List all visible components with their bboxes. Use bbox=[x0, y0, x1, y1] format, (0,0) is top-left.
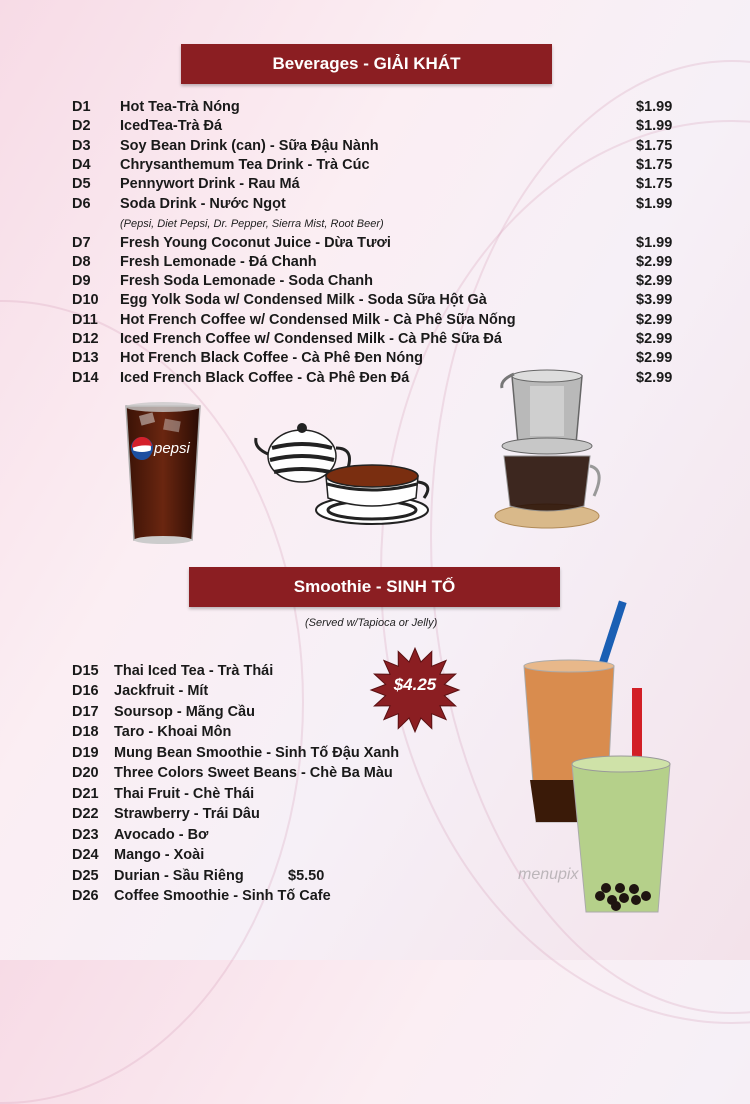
item-code: D19 bbox=[72, 745, 99, 761]
beverages-title: Beverages - GIẢI KHÁT bbox=[272, 54, 461, 73]
item-name: IcedTea-Trà Đá bbox=[120, 118, 223, 134]
item-name: Iced French Coffee w/ Condensed Milk - Cà Phê Sữa Đá bbox=[120, 331, 502, 347]
item-name: Soda Drink - Nước Ngọt bbox=[120, 196, 286, 212]
item-code: D17 bbox=[72, 704, 99, 720]
item-name: Thai Fruit - Chè Thái bbox=[114, 786, 255, 802]
item-name: Soursop - Mãng Cầu bbox=[114, 704, 255, 720]
item-price: $1.99 bbox=[636, 118, 673, 134]
item-price: $2.99 bbox=[636, 254, 673, 270]
item-name: Coffee Smoothie - Sinh Tố Cafe bbox=[114, 888, 331, 904]
item-code: D8 bbox=[72, 254, 91, 270]
item-name: Avocado - Bơ bbox=[114, 827, 209, 843]
smoothie-banner bbox=[189, 567, 560, 607]
item-price: $1.75 bbox=[636, 157, 673, 173]
item-code: D18 bbox=[72, 724, 99, 740]
pepsi-logo-text: pepsi bbox=[154, 440, 190, 457]
smoothie-title: Smoothie - SINH TỐ bbox=[293, 577, 456, 596]
item-code: D6 bbox=[72, 196, 91, 212]
item-name: Hot French Black Coffee - Cà Phê Đen Nóng bbox=[120, 350, 423, 366]
item-code: D22 bbox=[72, 806, 99, 822]
item-code: D11 bbox=[72, 312, 98, 328]
item-price: $2.99 bbox=[636, 370, 673, 386]
item-price: $1.75 bbox=[636, 138, 673, 154]
item-name: Thai Iced Tea - Trà Thái bbox=[114, 663, 274, 679]
item-name: Pennywort Drink - Rau Má bbox=[120, 176, 300, 192]
item-price: $1.99 bbox=[636, 99, 673, 115]
item-code: D16 bbox=[72, 683, 99, 699]
item-code: D24 bbox=[72, 847, 99, 863]
item-name: Fresh Soda Lemonade - Soda Chanh bbox=[120, 273, 373, 289]
item-name: Hot Tea-Trà Nóng bbox=[120, 99, 240, 115]
item-price: $2.99 bbox=[636, 350, 673, 366]
item-price: $2.99 bbox=[636, 331, 673, 347]
item-price: $3.99 bbox=[636, 292, 673, 308]
item-code: D4 bbox=[72, 157, 91, 173]
item-name: Chrysanthemum Tea Drink - Trà Cúc bbox=[120, 157, 370, 173]
price-burst-text: $4.25 bbox=[393, 675, 437, 694]
item-code: D21 bbox=[72, 786, 99, 802]
item-name: Mung Bean Smoothie - Sinh Tố Đậu Xanh bbox=[114, 745, 400, 761]
item-price: $2.99 bbox=[636, 273, 673, 289]
smoothie-subtitle: (Served w/Tapioca or Jelly) bbox=[305, 617, 438, 629]
item-code: D25 bbox=[72, 868, 99, 884]
item-name: Egg Yolk Soda w/ Condensed Milk - Soda Sữa Hột Gà bbox=[120, 292, 487, 308]
item-code: D1 bbox=[72, 99, 91, 115]
item-code: D2 bbox=[72, 118, 91, 134]
item-name: Strawberry - Trái Dâu bbox=[114, 806, 260, 822]
item-name: Three Colors Sweet Beans - Chè Ba Màu bbox=[114, 765, 393, 781]
watermark: menupix bbox=[518, 866, 579, 883]
item-name: Durian - Sầu Riêng bbox=[114, 868, 244, 884]
item-code: D7 bbox=[72, 235, 91, 251]
item-name: Jackfruit - Mít bbox=[114, 683, 209, 699]
item-price: $1.75 bbox=[636, 176, 673, 192]
item-name: Fresh Lemonade - Đá Chanh bbox=[120, 254, 317, 270]
item-code: D23 bbox=[72, 827, 99, 843]
beverages-banner bbox=[181, 44, 552, 84]
item-price: $5.50 bbox=[288, 868, 325, 884]
item-code: D20 bbox=[72, 765, 99, 781]
item-price: $1.99 bbox=[636, 196, 673, 212]
item-name: Taro - Khoai Môn bbox=[114, 724, 232, 740]
item-code: D13 bbox=[72, 350, 99, 366]
item-name: Fresh Young Coconut Juice - Dừa Tươi bbox=[120, 235, 391, 251]
item-name: Mango - Xoài bbox=[114, 847, 205, 863]
item-code: D12 bbox=[72, 331, 99, 347]
item-code: D3 bbox=[72, 138, 91, 154]
item-code: D26 bbox=[72, 888, 99, 904]
tea-set-image bbox=[252, 418, 434, 530]
item-name: Hot French Coffee w/ Condensed Milk - Cà Phê Sữa Nống bbox=[120, 312, 516, 328]
item-name: Iced French Black Coffee - Cà Phê Đen Đá bbox=[120, 370, 410, 386]
item-code: D9 bbox=[72, 273, 91, 289]
vietnamese-coffee-image bbox=[490, 366, 604, 534]
item-code: D15 bbox=[72, 663, 99, 679]
item-code: D5 bbox=[72, 176, 91, 192]
soda-note: (Pepsi, Diet Pepsi, Dr. Pepper, Sierra Mist, Root Beer) bbox=[120, 218, 384, 230]
item-price: $2.99 bbox=[636, 312, 673, 328]
item-price: $1.99 bbox=[636, 235, 673, 251]
item-name: Soy Bean Drink (can) - Sữa Đậu Nành bbox=[120, 138, 379, 154]
pepsi-cup-image bbox=[118, 400, 208, 550]
item-code: D10 bbox=[72, 292, 99, 308]
item-code: D14 bbox=[72, 370, 99, 386]
